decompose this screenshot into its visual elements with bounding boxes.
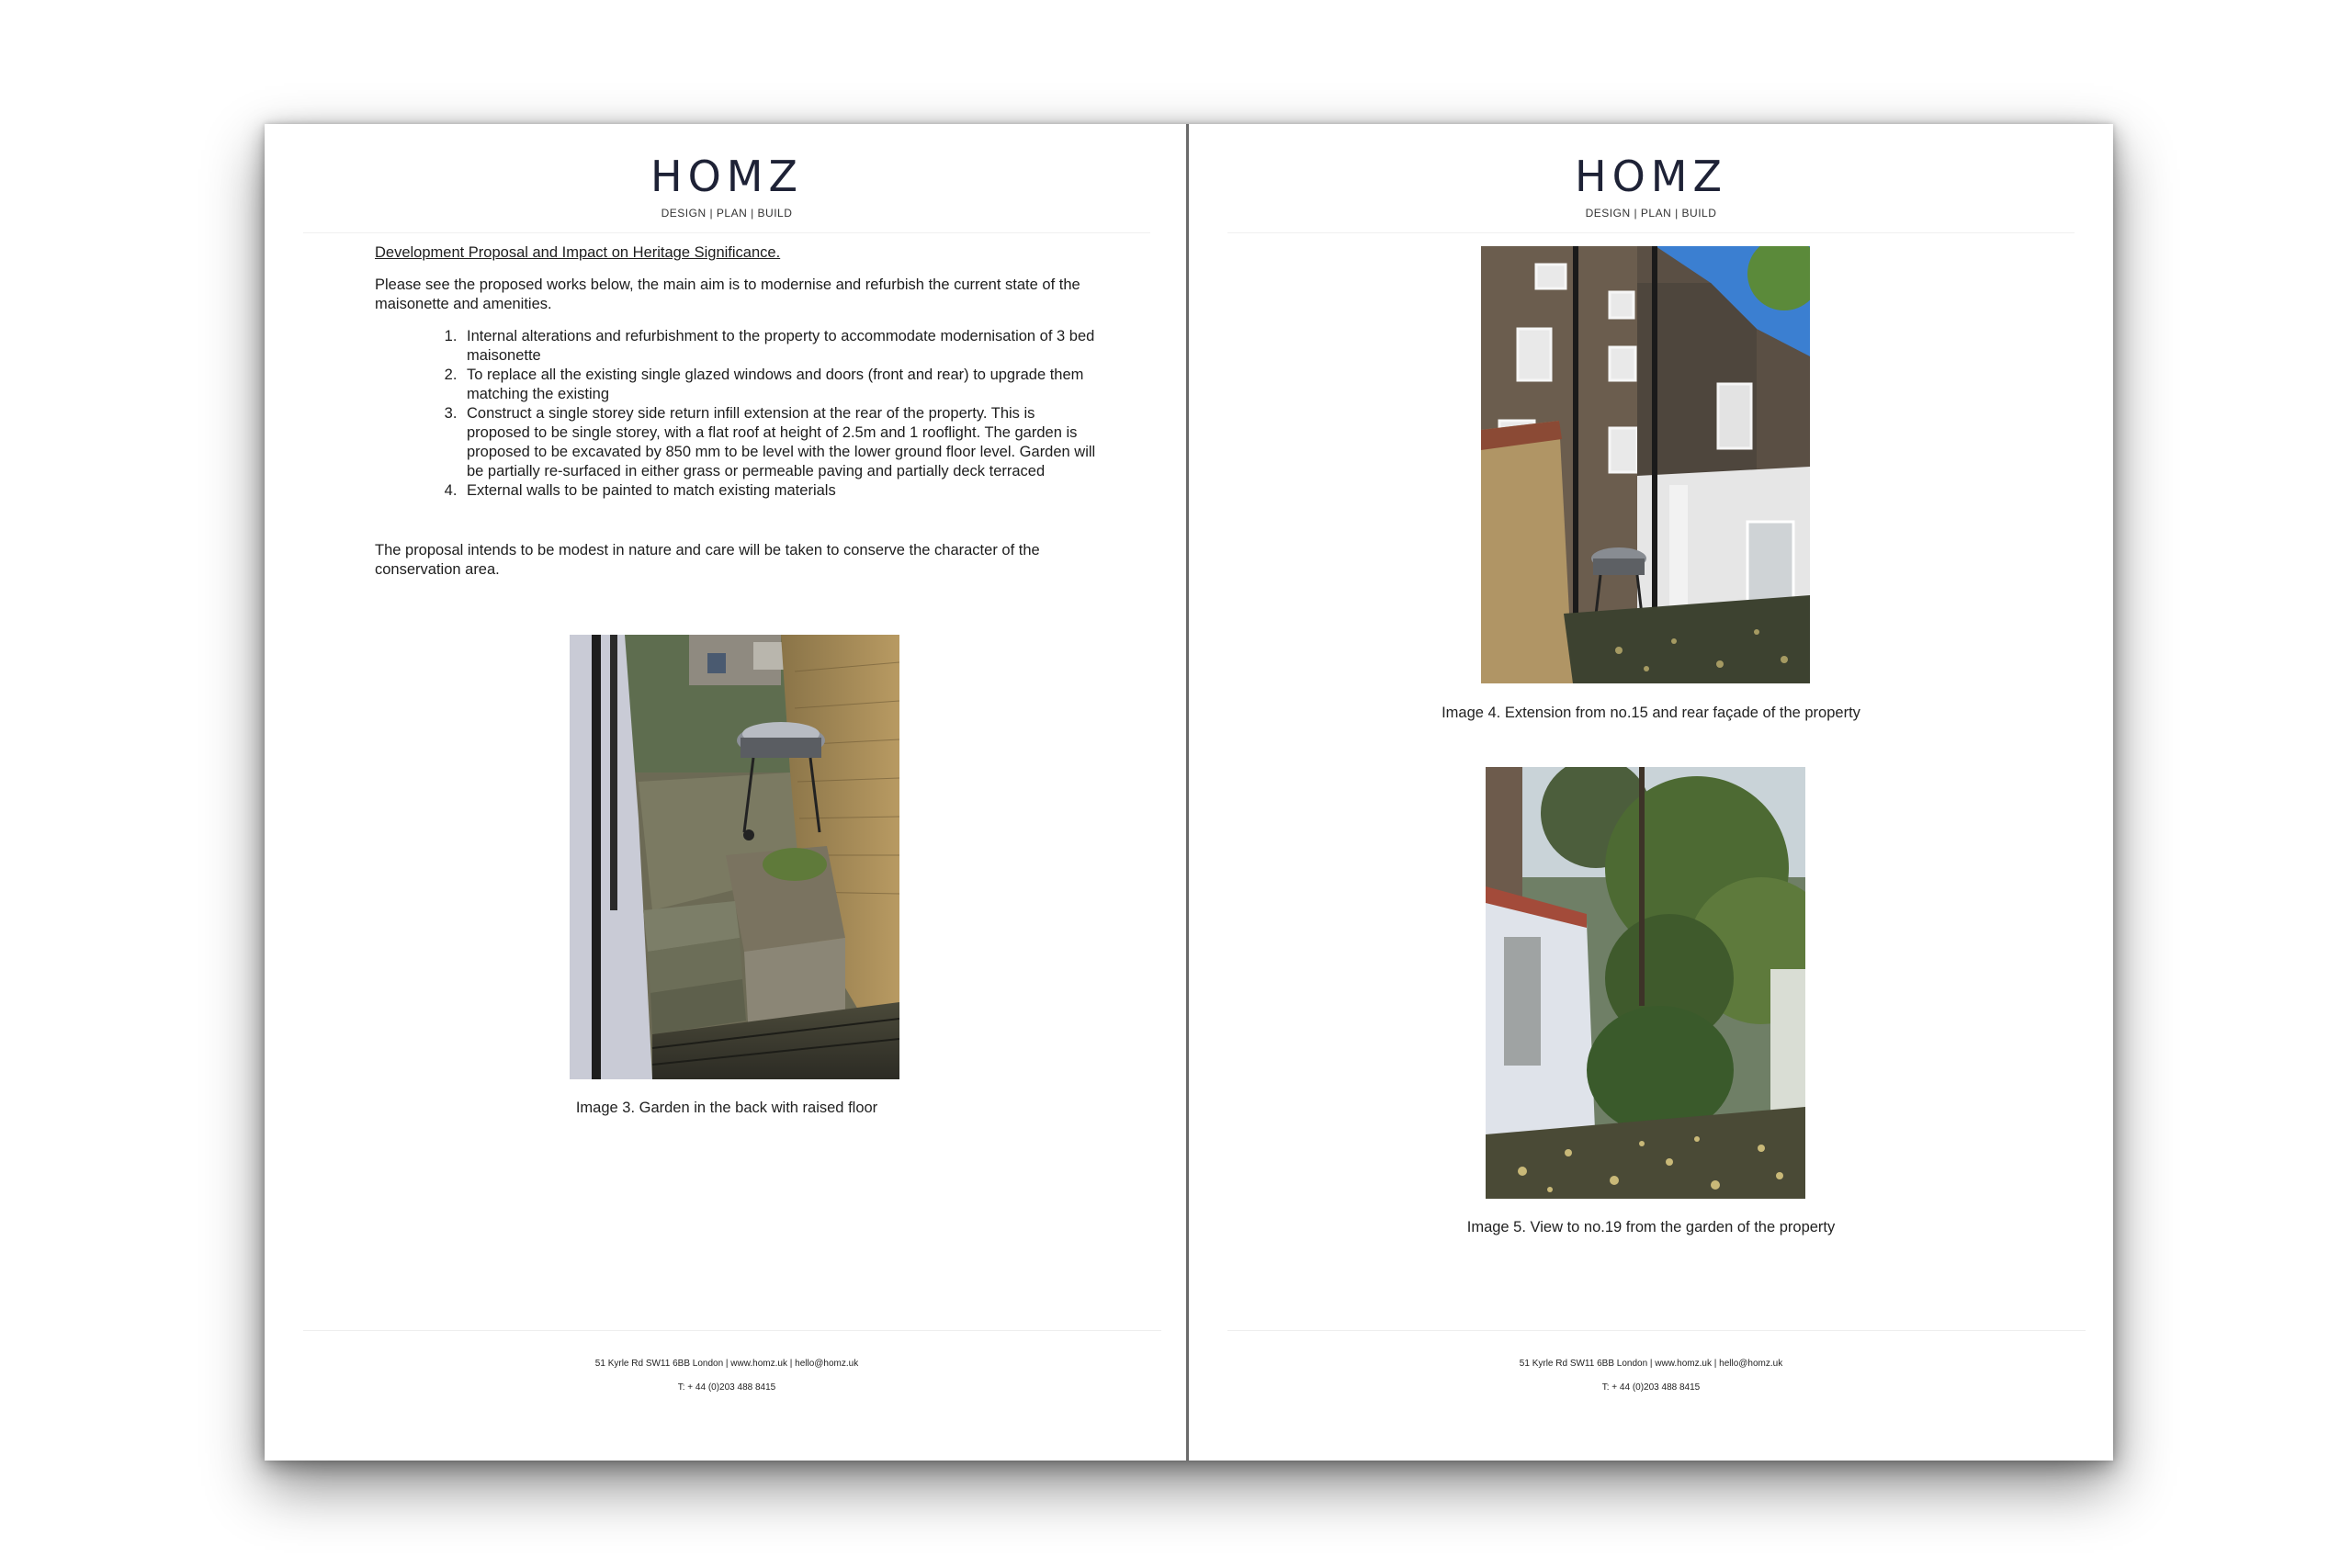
image-5-caption: Image 5. View to no.19 from the garden of the property — [1466, 1219, 1836, 1235]
footer-divider — [303, 1330, 1161, 1331]
brand-tagline: DESIGN | PLAN | BUILD — [1585, 207, 1717, 220]
homz-logo: HOMZ — [650, 152, 803, 201]
footer-divider — [1227, 1330, 2086, 1331]
header-brand — [265, 152, 1189, 220]
header-divider — [303, 232, 1150, 233]
list-item: 1. Internal alterations and refurbishment to the property to accommodate modernisation of 3 bed maisonette — [461, 327, 1101, 366]
garden-view-illustration — [1486, 767, 1805, 1199]
footer-address: 51 Kyrle Rd SW11 6BB London | www.homz.uk | hello@homz.uk — [594, 1359, 859, 1369]
footer-phone: T: + 44 (0)203 488 8415 — [1601, 1382, 1701, 1393]
header-divider — [1227, 232, 2075, 233]
proposal-text — [375, 243, 1101, 580]
header-brand — [1189, 152, 2113, 220]
rear-facade-illustration — [1481, 246, 1810, 683]
list-item: 2. To replace all the existing single glazed windows and doors (front and rear) to upgrade them matching the existing — [461, 366, 1101, 404]
footer-address: 51 Kyrle Rd SW11 6BB London | www.homz.uk | hello@homz.uk — [1519, 1359, 1783, 1369]
list-item: 4. External walls to be painted to match existing materials — [461, 481, 1101, 501]
image-4-caption: Image 4. Extension from no.15 and rear façade of the property — [1442, 705, 1860, 721]
image-3-caption: Image 3. Garden in the back with raised floor — [575, 1100, 878, 1116]
left-page — [265, 124, 1189, 1461]
garden-photo-illustration — [570, 635, 899, 1079]
garden-view-photo — [1486, 767, 1805, 1199]
right-page — [1189, 124, 2113, 1461]
section-heading: Development Proposal and Impact on Heritage Significance. — [375, 244, 781, 261]
document-spread — [265, 124, 2113, 1461]
homz-logo: HOMZ — [1575, 152, 1727, 201]
garden-photo — [570, 635, 899, 1079]
works-list — [375, 327, 1101, 501]
list-item: 3. Construct a single storey side return infill extension at the rear of the property. This is proposed to be single storey, with a flat roof at height of 2.5m and 1 rooflight. The garden is proposed to be excavated by 850 mm to be level with the lower ground floor level. Garden will be partially re-surfaced in either grass or permeable paving and partially deck terraced — [461, 404, 1101, 481]
brand-tagline: DESIGN | PLAN | BUILD — [661, 207, 793, 220]
rear-facade-photo — [1481, 246, 1810, 683]
footer-phone: T: + 44 (0)203 488 8415 — [677, 1382, 776, 1393]
intro-paragraph: Please see the proposed works below, the main aim is to modernise and refurbish the current state of the maisonette and amenities. — [375, 276, 1080, 312]
conclusion-paragraph: The proposal intends to be modest in nature and care will be taken to conserve the character of the conservation area. — [375, 542, 1040, 578]
